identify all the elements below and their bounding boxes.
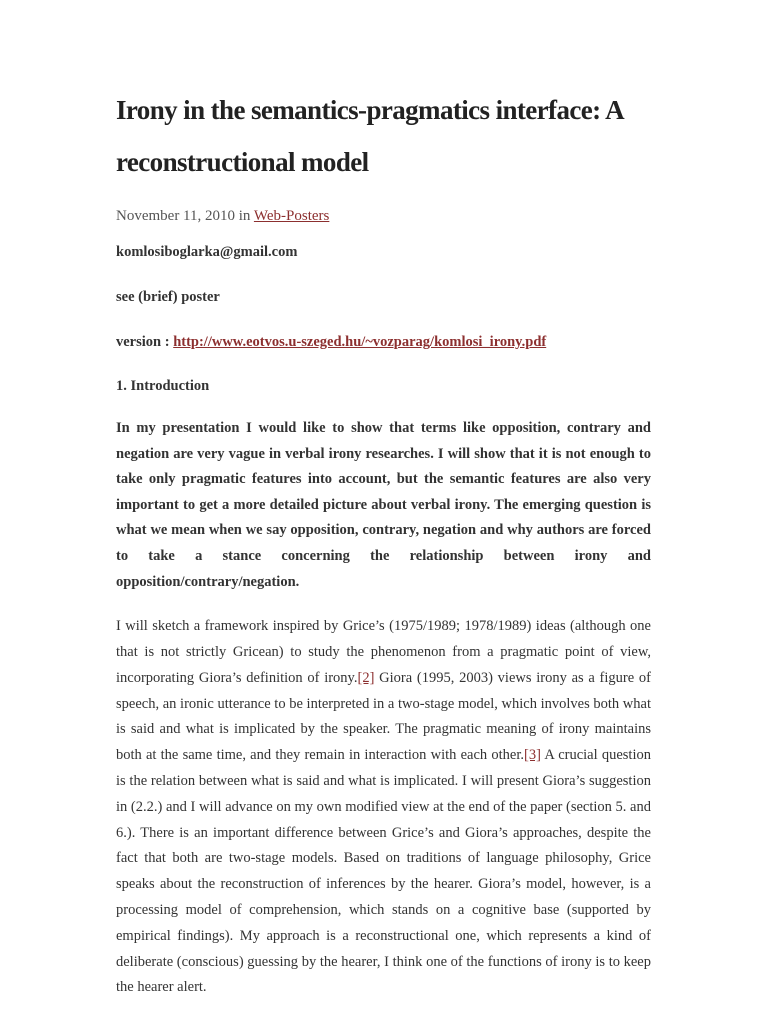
article-title: Irony in the semantics-pragmatics interface: A reconstructional model <box>116 95 623 177</box>
post-date: November 11, 2010 in <box>116 208 254 224</box>
author-email: komlosiboglarka@gmail.com <box>116 244 298 260</box>
paragraph-part-3: A crucial question is the relation between what is said and what is implicated. I will present Giora’s suggestion in (2.2.) and I will advance on my own modified view at the end of the paper (section 5. and 6.). There is an important difference between Grice’s and Giora’s approaches, despite the fact that both are two-stage models. Based on traditions of language philosophy, Grice speaks about the reconstruction of inferences by the hearer. Giora’s model, however, is a processing model of comprehension, which stands on a cognitive base (supported by empirical findings). My approach is a reconstructional one, which represents a kind of deliberate (conscious) guessing by the hearer, I think one of the functions of irony is to keep the hearer alert. <box>116 747 651 996</box>
article <box>116 84 651 1016</box>
version-label: version : <box>116 334 174 350</box>
footnote-ref-2[interactable]: [2] <box>357 669 375 686</box>
version-line <box>116 332 651 352</box>
version-url-link[interactable]: http://www.eotvos.u-szeged.hu/~vozparag/komlosi_irony.pdf <box>173 334 547 350</box>
paragraph-part-2: Giora (1995, 2003) views irony as a figure of speech, an ironic utterance to be interpreted in a two-stage model, which involves both what is said and what is implicated by the speaker. The pragmatic meaning of irony maintains both at the same time, and they remain in interaction with each other. <box>116 669 651 764</box>
paragraph-part-1: I will sketch a framework inspired by Grice’s (1975/1989; 1978/1989) ideas (although one that is not strictly Gricean) to study the phenomenon from a pragmatic point of view, incorporating Giora’s definition of irony. <box>116 618 651 686</box>
poster-line: see (brief) poster <box>116 289 220 305</box>
body-paragraph <box>116 614 651 1001</box>
abstract-paragraph: In my presentation I would like to show that terms like opposition, contrary and negation are very vague in verbal irony researches. I will show that it is not enough to take only pragmatic features into account, but the semantic features are also very important to get a more detailed picture about verbal irony. The emerging question is what we mean when we say opposition, contrary, negation and why authors are forced to take a stance concerning the relationship between irony and opposition/contrary/negation. <box>116 420 651 590</box>
category-link[interactable]: Web-Posters <box>253 208 330 224</box>
footnote-ref-3[interactable]: [3] <box>524 747 541 764</box>
section-heading: 1. Introduction <box>116 378 210 394</box>
post-meta <box>116 206 651 226</box>
